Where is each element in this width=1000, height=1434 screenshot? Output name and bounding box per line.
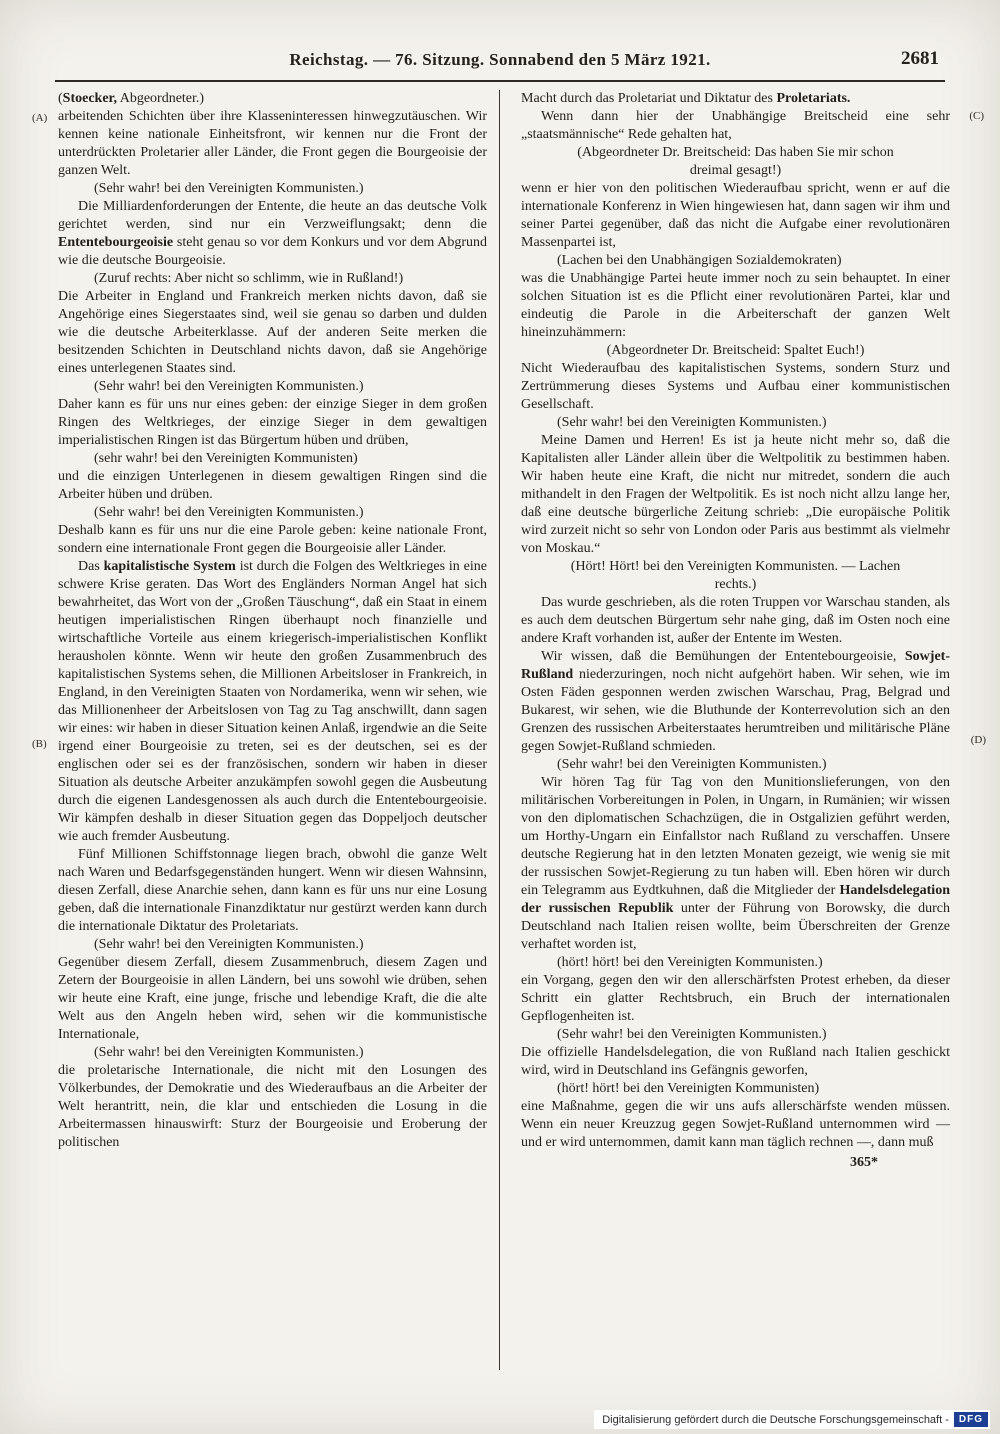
sheet-signature: [521, 1154, 950, 1172]
text-run: Sowjet-Rußland: [521, 649, 950, 682]
paragraph: [521, 360, 950, 414]
text-run: Das: [78, 559, 104, 574]
speaker-note: [58, 90, 487, 108]
text-run: (Sehr wahr! bei den Vereinigten Kommunisten.): [94, 379, 364, 394]
interjection: [521, 252, 950, 270]
text-run: Die Arbeiter in England und Frankreich merken nichts davon, daß sie Angehörige eines Siegerstaates sind, weil sie genau so darben und dulden wie die deutsche Arbeiterklasse. Auf der anderen Seite merken die besitzenden Schichten in Deutschland nichts davon, daß sie Angehörige eines unterlegenen Staates sind.: [58, 289, 487, 376]
text-run: Wir wissen, daß die Bemühungen der Ententebourgeoisie,: [541, 649, 905, 664]
paragraph: [521, 180, 950, 252]
text-run: Handelsdelegation der russischen Republik: [521, 883, 950, 916]
margin-marker-c: (C): [969, 110, 984, 122]
text-run: Proletariats.: [776, 91, 851, 106]
text-run: eine Maßnahme, gegen die wir uns aufs allerschärfste wenden müssen. Wenn ein neuer Kreuzzug gegen Sowjet-Rußland unternommen wird — und er wird unternommen, damit kann man täglich rechnen —, dann muß: [521, 1099, 950, 1150]
paragraph: [521, 270, 950, 342]
text-run: (Abgeordneter Dr. Breitscheid: Spaltet Euch!): [606, 343, 865, 358]
text-run: Wenn dann hier der Unabhängige Breitscheid eine sehr „staatsmännische“ Rede gehalten hat,: [521, 109, 950, 142]
text-run: was die Unabhängige Partei heute immer noch zu sein behauptet. In einer solchen Situation ist es die Pflicht einer revolutionären Partei, klar und eindeutig die Parole in die Arbeiterschaft der ganzen Welt hineinzuhämmern:: [521, 271, 950, 340]
text-run: (Abgeordneter Dr. Breitscheid: Das haben Sie mir schon dreimal gesagt!): [577, 145, 894, 178]
paragraph: [58, 468, 487, 504]
text-run: Macht durch das Proletariat und Diktatur des: [521, 91, 777, 106]
text-run: Die offizielle Handelsdelegation, die von Rußland nach Italien geschickt wird, wird in Deutschland ins Gefängnis geworfen,: [521, 1045, 950, 1078]
page-title: Reichstag. — 76. Sitzung. Sonnabend den 5 März 1921.: [289, 50, 711, 69]
digitization-note: Digitalisierung gefördert durch die Deutsche Forschungsgemeinschaft -: [602, 1413, 949, 1426]
interjection: [58, 504, 487, 522]
text-run: Meine Damen und Herren! Es ist ja heute nicht mehr so, daß die Kapitalisten aller Länder allein über die Weltpolitik zu bestimmen haben. Wir haben heute eine Kraft, die nicht nur mitredet, sondern die auch mithandelt in den Fragen der Weltpolitik. Es ist noch nicht allzu lange her, daß eine deutsche bürgerliche Zeitung schrieb: „Die europäische Politik wird zurzeit nicht so sehr von London oder Paris aus bestimmt als vielmehr von Moskau.“: [521, 433, 950, 556]
interjection: [58, 1044, 487, 1062]
paragraph: [521, 648, 950, 756]
interjection: [521, 1026, 950, 1044]
page-header: [55, 50, 945, 76]
text-run: steht genau so vor dem Konkurs und vor dem Abgrund wie die deutsche Bourgeoisie.: [58, 235, 487, 268]
text-run: (Sehr wahr! bei den Vereinigten Kommunisten.): [94, 937, 364, 952]
text-run: Stoecker,: [62, 91, 117, 106]
text-run: (Sehr wahr! bei den Vereinigten Kommunisten.): [94, 505, 364, 520]
text-run: Abgeordneter.): [116, 91, 205, 106]
left-column: [58, 90, 487, 1172]
text-run: Deshalb kann es für uns nur die eine Parole geben: keine nationale Front, sondern eine internationale Front gegen die Bourgeoisie aller Länder.: [58, 523, 487, 556]
text-run: (Sehr wahr! bei den Vereinigten Kommunisten.): [94, 181, 364, 196]
text-run: (Sehr wahr! bei den Vereinigten Kommunisten.): [557, 1027, 827, 1042]
interjection: [58, 180, 487, 198]
paragraph: [521, 108, 950, 144]
interjection: [521, 1080, 950, 1098]
page-number: 2681: [901, 48, 939, 69]
paragraph: [58, 558, 487, 846]
interjection: [58, 450, 487, 468]
paragraph: [58, 846, 487, 936]
text-run: Fünf Millionen Schiffstonnage liegen brach, obwohl die ganze Welt nach Waren und Bedarfsgegenständen hungert. Wenn wir diesen Wahnsinn, diesen Zerfall, diese Anarchie sehen, dann kann es für uns nur eine Losung geben, daß die internationale Finanzdiktatur nur gestürzt werden kann durch die internationale Diktatur des Proletariats.: [58, 847, 487, 934]
interjection: [521, 756, 950, 774]
dfg-logo: DFG: [954, 1412, 988, 1427]
text-run: (Sehr wahr! bei den Vereinigten Kommunisten.): [557, 415, 827, 430]
text-run: kapitalistische System: [103, 559, 236, 574]
text-run: (Hört! Hört! bei den Vereinigten Kommunisten. — Lachen rechts.): [570, 559, 901, 592]
text-run: arbeitenden Schichten über ihre Klasseninteressen hinwegzutäuschen. Wir kennen keine nationale Einheitsfront, wir kennen nur die Front der unterdrückten Proletarier aller Länder, die Front gegen die Bourgeoisie der ganzen Welt.: [58, 109, 487, 178]
text-run: Wir hören Tag für Tag von den Munitionslieferungen, von den militärischen Vorbereitungen in Polen, in Ungarn, in Rumänien; wir wissen von den diplomatischen Schachzügen, die in Ostgalizien geführt werden, um Horthy-Ungarn ein Einfallstor nach Rußland zu verschaffen. Unsere deutsche Regierung hat in den letzten Monaten gezeigt, wie wenig sie mit der russischen Sowjet-Regierung zu tun haben will. Eben hören wir durch ein Telegramm aus Eydtkuhnen, daß die Mitglieder der: [521, 775, 950, 898]
text-run: (hört! hört! bei den Vereinigten Kommunisten.): [557, 955, 823, 970]
margin-marker-a: (A): [32, 112, 48, 124]
text-run: ist durch die Folgen des Weltkrieges in eine schwere Krise geraten. Das Wort des Engländers Norman Angel hat sich bewahrheitet, das Wort von der „Großen Täuschung“, daß ein Staat in einem heutigen imperialistischen Ringen überhaupt noch finanzielle und wirtschaftliche Vorteile aus einem kriegerisch-imperialistischen Konflikt herausholen könnte. Wenn wir heute den großen Zusammenbruch des kapitalistischen Systems sehen, die Millionen Arbeitsloser in Frankreich, in England, in den Vereinigten Staaten von Nordamerika, wenn wir sehen, wie das Millionenheer der Arbeitslosen von Tag zu Tag anschwillt, dann sagen wir eines: wir haben in dieser Situation keinen Anlaß, irgendwie an die Seite irgend einer Bourgeoisie zu treten, sei es der deutschen, sei es der englischen oder sei es der französischen, sondern wir haben in dieser Situation als deutsche Arbeiter anzukämpfen sowohl gegen die Ausbeutung durch die eigenen Landesgenossen als auch durch die Ententebourgeoisie. Wir kämpfen deshalb in dieser Situation gegen das Doppeljoch deutscher wie auch fremder Ausbeutung.: [58, 559, 487, 844]
paragraph: [521, 1098, 950, 1152]
margin-marker-d: (D): [970, 734, 986, 746]
paragraph: [58, 522, 487, 558]
text-run: Daher kann es für uns nur eines geben: der einzige Sieger in dem großen Ringen des Weltkrieges, der einzige Sieger in dem gewaltigen imperialistischen Ringen ist das Bürgertum hüben und drüben,: [58, 397, 487, 448]
text-run: (Sehr wahr! bei den Vereinigten Kommunisten.): [557, 757, 827, 772]
text-run: (sehr wahr! bei den Vereinigten Kommunisten): [94, 451, 358, 466]
header-rule: [55, 80, 945, 82]
interjection: [58, 378, 487, 396]
text-run: ein Vorgang, gegen den wir den allerschärfsten Protest erheben, da dieser Schritt ein glatter Rechtsbruch, ein Bruch der internationalen Gepflogenheiten ist.: [521, 973, 950, 1024]
interjection: [521, 414, 950, 432]
margin-marker-b: (B): [32, 738, 47, 750]
paragraph: [58, 1062, 487, 1152]
text-run: (: [58, 91, 63, 106]
text-run: Ententebourgeoisie: [58, 235, 174, 250]
text-run: und die einzigen Unterlegenen in diesem gewaltigen Ringen sind die Arbeiter hüben und drüben.: [58, 469, 487, 502]
paragraph: [58, 288, 487, 378]
text-run: (hört! hört! bei den Vereinigten Kommunisten): [557, 1081, 820, 1096]
paragraph: [521, 972, 950, 1026]
text-run: Das wurde geschrieben, als die roten Truppen vor Warschau standen, als es auch dem deutschen Bürgertum sehr nahe ging, daß im Osten noch eine andere Kraft vorhanden ist, außer der Entente im Westen.: [521, 595, 950, 646]
text-run: 365*: [850, 1155, 878, 1170]
interjection: [58, 936, 487, 954]
text-run: wenn er hier von den politischen Wiederaufbau spricht, wenn er auf die internationale Konferenz in Wien hingewiesen hat, dann sagen wir ihm und seiner Partei gegenüber, daß das nicht die Aufgabe einer revolutionären Massenpartei ist,: [521, 181, 950, 250]
right-column: [521, 90, 950, 1172]
text-run: unter der Führung von Borowsky, die durch Deutschland nach Italien reisen wollte, beim Überschreiten der Grenze verhaftet worden ist,: [521, 901, 950, 952]
text-run: Nicht Wiederaufbau des kapitalistischen Systems, sondern Sturz und Zertrümmerung dieses Systems und Aufbau einer kommunistischen Gesellschaft.: [521, 361, 950, 412]
interjection: [521, 954, 950, 972]
paragraph: [521, 432, 950, 558]
text-run: (Sehr wahr! bei den Vereinigten Kommunisten.): [94, 1045, 364, 1060]
paragraph: [58, 108, 487, 180]
interjection: [58, 270, 487, 288]
text-columns: [58, 90, 950, 1172]
paragraph: [521, 594, 950, 648]
paragraph: [58, 396, 487, 450]
paragraph: [521, 90, 950, 108]
text-run: (Zuruf rechts: Aber nicht so schlimm, wie in Rußland!): [94, 271, 404, 286]
text-run: (Lachen bei den Unabhängigen Sozialdemokraten): [557, 253, 842, 268]
text-run: Die Milliardenforderungen der Entente, die heute an das deutsche Volk gerichtet werden, sind nur ein Verzweiflungsakt; denn die: [58, 199, 487, 232]
paragraph: [521, 774, 950, 954]
text-run: niederzuringen, noch nicht aufgehört haben. Wir sehen, wie im Osten Fäden gesponnen werden zwischen Warschau, Prag, Belgrad und Bukarest, wir sehen, wie die Bluthunde der Konterrevolution sich an den Grenzen des russischen Arbeiterstaates herumtreiben und militärische Pläne gegen Sowjet-Rußland schmieden.: [521, 667, 950, 754]
paragraph: [521, 1044, 950, 1080]
interjection: [521, 342, 950, 360]
text-run: Gegenüber diesem Zerfall, diesem Zusammenbruch, diesem Zagen und Zetern der Bourgeoisie in allen Ländern, bei uns sowohl wie drüben, sehen wir heute eine Kraft, eine junge, frische und lebendige Kraft, die die alte Welt aus den Angeln heben wird, sehen wir die kommunistische Internationale,: [58, 955, 487, 1042]
paragraph: [58, 954, 487, 1044]
paragraph: [58, 198, 487, 270]
interjection: [521, 144, 950, 180]
interjection: [521, 558, 950, 594]
digitization-footer: [594, 1410, 990, 1429]
text-run: die proletarische Internationale, die nicht mit den Losungen des Völkerbundes, der Demokratie und des Wiederaufbaus an die Arbeiter der Welt herantritt, nein, die klar und entschieden die Losung in die Arbeitermassen hinauswirft: Sturz der Bourgeoisie und Eroberung der politischen: [58, 1063, 487, 1150]
